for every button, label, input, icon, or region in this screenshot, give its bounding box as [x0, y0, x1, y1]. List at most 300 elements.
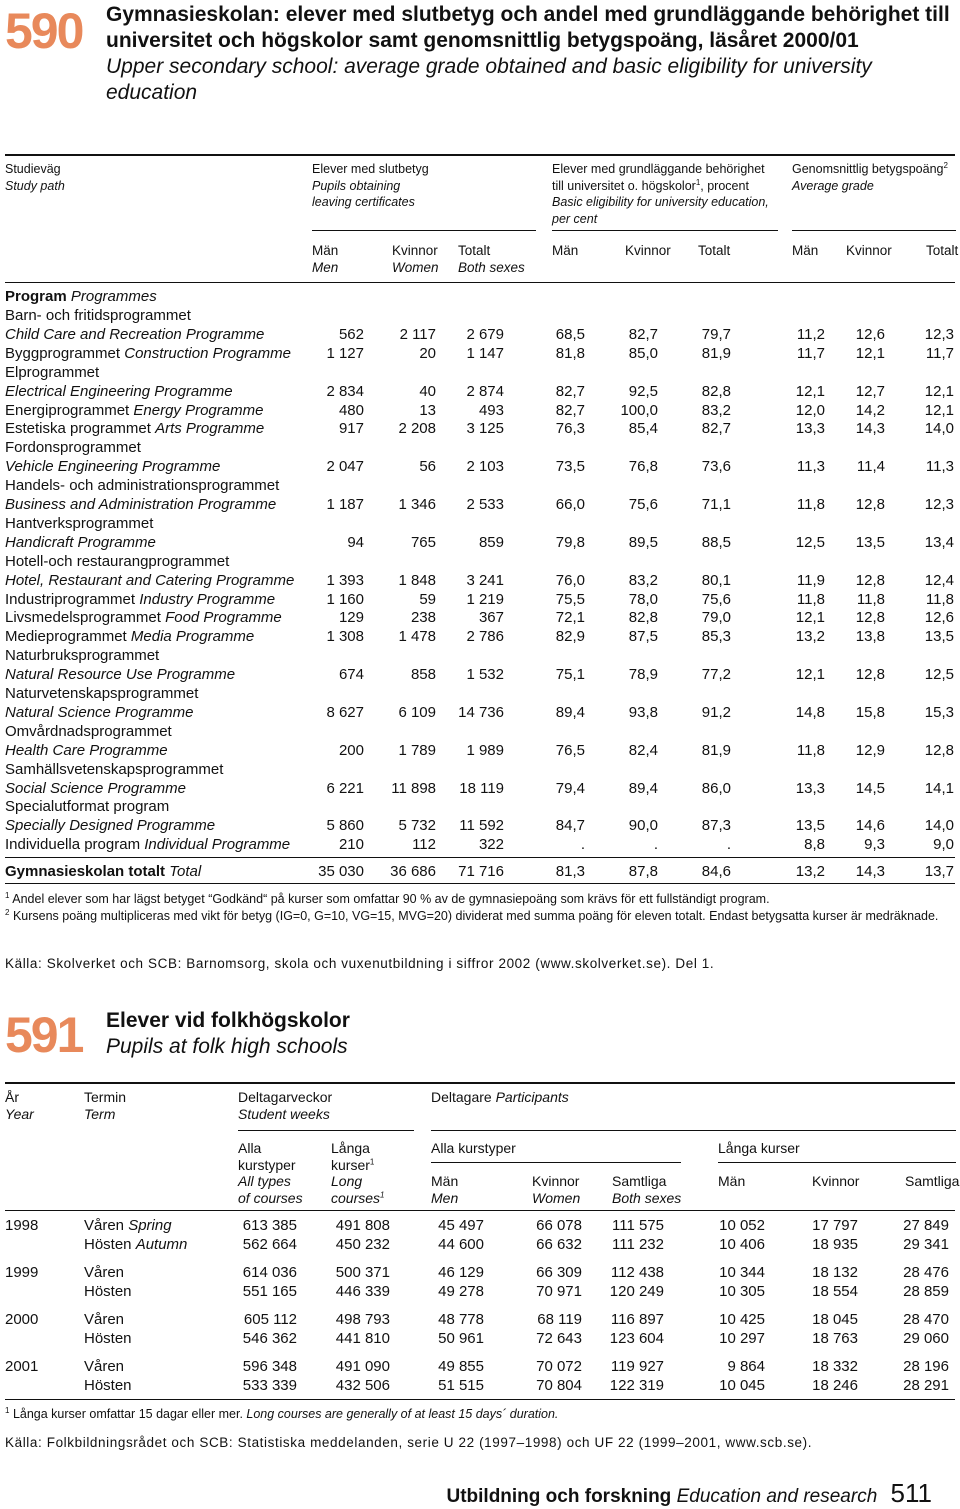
table-cell: 14,1 — [924, 779, 954, 797]
table-cell: 13,5 — [855, 533, 885, 551]
table-cell: 59 — [419, 590, 436, 608]
table-cell: 77,2 — [701, 666, 731, 684]
table-cell: 10 406 — [719, 1236, 765, 1253]
table-row — [5, 457, 955, 476]
row-label: Handels- och administrationsprogrammet — [5, 477, 280, 495]
table-cell: 29 341 — [903, 1236, 949, 1253]
table-cell: 446 339 — [335, 1283, 390, 1300]
table-cell: 89,5 — [628, 533, 658, 551]
term-cell: Våren — [84, 1358, 125, 1375]
bottom-rule-590 — [5, 883, 955, 884]
table-cell: 45 497 — [438, 1217, 484, 1234]
col-samtliga-l: Samtliga — [905, 1173, 960, 1189]
table-cell: 70 072 — [536, 1358, 582, 1375]
source-591: Källa: Folkbildningsrådet och SCB: Statistiska meddelanden, serie U 22 (1997–1998) och UF 22 (1999–2001, www.scb.se). — [5, 1435, 813, 1450]
table-cell: 441 810 — [335, 1330, 390, 1347]
table-cell: 10 297 — [719, 1330, 765, 1347]
table-cell: 2 208 — [398, 420, 436, 438]
row-label: Natural Resource Use Programme — [5, 666, 236, 684]
table-cell: 17 797 — [812, 1217, 858, 1234]
table-row — [5, 665, 955, 684]
title-en: Upper secondary school: average grade obtained and basic eligibility for university education — [106, 55, 872, 104]
table-cell: 82,8 — [628, 609, 658, 627]
col-kvinnor-a: Kvinnor Women — [532, 1173, 581, 1206]
table-cell: 91,2 — [701, 703, 731, 721]
table-cell: 13,8 — [855, 628, 885, 646]
table-cell: 858 — [410, 666, 436, 684]
table-row — [5, 684, 955, 703]
dp-rule — [431, 1130, 956, 1131]
row-label: Handicraft Programme — [5, 533, 156, 551]
row-label: Hotell-och restaurangprogrammet — [5, 552, 230, 570]
table-cell: 82,8 — [701, 382, 731, 400]
table-cell: 82,4 — [628, 741, 658, 759]
table-cell: 10 425 — [719, 1311, 765, 1328]
table-cell: 859 — [478, 533, 504, 551]
table-cell: 66 309 — [536, 1264, 582, 1281]
table-cell: 111 232 — [612, 1236, 664, 1253]
table-cell: 56 — [419, 458, 436, 476]
table-cell: 12,3 — [924, 325, 954, 343]
table-row — [5, 760, 955, 779]
table-cell: 11,2 — [796, 325, 825, 343]
term-cell: Hösten Autumn — [84, 1236, 188, 1253]
table-row — [5, 797, 955, 816]
table-cell: 322 — [478, 836, 504, 854]
table-cell: 89,4 — [628, 779, 658, 797]
table-cell: 11,7 — [796, 344, 825, 362]
table-cell: 14,6 — [855, 817, 885, 835]
table-cell: 1 127 — [326, 344, 364, 362]
table-cell: 48 778 — [438, 1311, 484, 1328]
table-row — [5, 722, 955, 741]
table-cell: 533 339 — [242, 1377, 297, 1394]
table-cell: 94 — [347, 533, 364, 551]
table-cell: 87,3 — [701, 817, 731, 835]
table-cell: 123 604 — [609, 1330, 664, 1347]
table-row — [5, 1282, 955, 1301]
table-cell: 367 — [478, 609, 504, 627]
table-cell: 12,1 — [795, 666, 825, 684]
table-cell: 40 — [419, 382, 436, 400]
table-cell: 68,5 — [555, 325, 585, 343]
table-cell: 12,1 — [795, 382, 825, 400]
table-cell: 76,0 — [555, 571, 585, 589]
table-cell: 71,1 — [701, 496, 731, 513]
term-cell: Hösten — [84, 1377, 132, 1394]
table-row — [5, 514, 955, 533]
table-cell: 122 319 — [609, 1377, 664, 1394]
table-cell: 491 808 — [335, 1217, 390, 1234]
table-cell: 13,3 — [795, 420, 825, 438]
col-deltagarveckor: Deltagarveckor Student weeks — [238, 1089, 333, 1122]
table-row — [5, 816, 955, 835]
table-cell: 70 804 — [536, 1377, 582, 1394]
table-cell: 11,8 — [796, 496, 825, 513]
table-cell: . — [726, 836, 731, 854]
table-cell: 2 679 — [466, 325, 504, 343]
table-cell: . — [580, 836, 585, 854]
table-cell: 75,6 — [701, 590, 731, 608]
section-programmes: Program Programmes — [5, 288, 157, 305]
title-sv: Elever vid folkhögskolor — [106, 1009, 350, 1032]
col-group-slutbetyg: Elever med slutbetyg Pupils obtaining leaving certificates — [312, 162, 429, 209]
col-group-behorighet: Elever med grundläggande behörighet till universitet o. högskolor$^1$, procent Basic eligibility for university education, per cent — [552, 162, 769, 226]
table-cell: 10 045 — [719, 1377, 765, 1394]
term-cell: Våren Spring — [84, 1217, 172, 1234]
table-cell: 12,1 — [795, 609, 825, 627]
table-cell: 76,5 — [555, 741, 585, 759]
row-label: Fordonsprogrammet — [5, 439, 141, 457]
table-row — [5, 1376, 955, 1395]
table-cell: 81,9 — [701, 344, 731, 362]
table-cell: 86,0 — [701, 779, 731, 797]
table-cell: 93,8 — [628, 703, 658, 721]
row-label: Medieprogrammet Media Programme — [5, 628, 255, 646]
table-cell: 498 793 — [335, 1311, 390, 1328]
bottom-rule-591 — [5, 1399, 955, 1400]
row-label: Naturvetenskapsprogrammet — [5, 685, 199, 702]
table-cell: 12,6 — [855, 325, 885, 343]
table-cell: 11 592 — [459, 817, 504, 835]
table-cell: 13,5 — [924, 628, 954, 646]
table-cell: 51 515 — [438, 1377, 484, 1394]
table-cell: 14,5 — [855, 779, 885, 797]
table-cell: 2 786 — [466, 628, 504, 646]
table-cell: 79,0 — [701, 609, 731, 627]
table-cell: 2 834 — [326, 382, 364, 400]
table-cell: 562 664 — [242, 1236, 297, 1253]
table-row — [5, 419, 955, 438]
table-cell: 79,4 — [555, 779, 585, 797]
table-cell: 9,3 — [864, 836, 885, 854]
table-cell: 88,5 — [701, 533, 731, 551]
table-cell: 917 — [338, 420, 364, 438]
table-cell: 12,8 — [855, 496, 885, 513]
table-cell: 11,8 — [856, 590, 885, 608]
row-label: Industriprogrammet Industry Programme — [5, 590, 276, 608]
table-row — [5, 571, 955, 590]
row-label: Vehicle Engineering Programme — [5, 458, 221, 476]
table-number-590: 590 — [5, 3, 83, 59]
col-group-langa: Långa kurser — [718, 1140, 800, 1156]
table-cell: 546 362 — [242, 1330, 297, 1347]
table-cell: 85,3 — [701, 628, 731, 646]
table-row — [5, 325, 955, 344]
col-totalt-2: Totalt — [698, 243, 731, 258]
table-row — [5, 703, 955, 722]
table-cell: 66 078 — [536, 1217, 582, 1234]
table-cell: 76,8 — [628, 458, 658, 476]
table-590-title — [106, 2, 956, 106]
table-cell: 605 112 — [243, 1311, 297, 1328]
table-row — [5, 1310, 955, 1329]
table-cell: 11,4 — [856, 458, 885, 476]
table-cell: 18 132 — [812, 1264, 858, 1281]
table-cell: 28 196 — [903, 1358, 949, 1375]
table-cell: 11,8 — [925, 590, 954, 608]
table-cell: 82,7 — [555, 382, 585, 400]
table-row — [5, 779, 955, 798]
table-cell: 11,8 — [796, 741, 825, 759]
table-cell: 6 109 — [398, 703, 436, 721]
table-cell: 1 147 — [466, 344, 504, 362]
table-cell: 1 478 — [398, 628, 436, 646]
col-kvinnor-1: Kvinnor Women — [392, 243, 439, 275]
table-cell: 13,2 — [795, 628, 825, 646]
col-kvinnor-l: Kvinnor — [812, 1173, 860, 1189]
table-cell: 2 533 — [466, 496, 504, 513]
row-label: Naturbruksprogrammet — [5, 647, 160, 665]
table-cell: 12,8 — [924, 741, 954, 759]
table-cell: 73,5 — [555, 458, 585, 476]
table-cell: 3 241 — [466, 571, 504, 589]
table-cell: 14,3 — [855, 420, 885, 438]
col-man-l: Män — [718, 1173, 746, 1189]
table-row — [5, 382, 955, 401]
row-label: Business and Administration Programme — [5, 496, 277, 513]
row-label: Individuella program Individual Programme — [5, 836, 291, 854]
table-cell: 8,8 — [804, 836, 825, 854]
table-cell: 11,7 — [925, 344, 954, 362]
group2-rule — [552, 230, 778, 231]
table-cell: 15,3 — [924, 703, 954, 721]
table-cell: 3 125 — [466, 420, 504, 438]
page-number: 511 — [890, 1478, 932, 1508]
table-cell: 613 385 — [242, 1217, 297, 1234]
col-samtliga-a: Samtliga Both sexes — [612, 1173, 682, 1206]
table-cell: 18 119 — [459, 779, 504, 797]
table-cell: 80,1 — [701, 571, 731, 589]
row-label: Livsmedelsprogrammet Food Programme — [5, 609, 282, 627]
table-cell: 551 165 — [242, 1283, 297, 1300]
table-cell: 90,0 — [628, 817, 658, 835]
table-cell: 18 554 — [812, 1283, 858, 1300]
row-label: Natural Science Programme — [5, 703, 194, 721]
table-cell: 14,2 — [855, 401, 885, 419]
table-cell: 49 278 — [438, 1283, 484, 1300]
table-number-591: 591 — [5, 1007, 83, 1063]
table-cell: 12,9 — [855, 741, 885, 759]
table-cell: 11,8 — [796, 590, 825, 608]
header-rule — [5, 282, 955, 283]
table-cell: 1 346 — [398, 496, 436, 513]
table-cell: 68 119 — [537, 1311, 582, 1328]
table-cell: 72,1 — [555, 609, 585, 627]
table-cell: 12,8 — [855, 666, 885, 684]
col-totalt-1: Totalt Both sexes — [458, 243, 525, 275]
table-cell: 112 — [412, 836, 436, 854]
row-label: Barn- och fritidsprogrammet — [5, 307, 191, 324]
table-cell: 12,1 — [924, 401, 954, 419]
col-alla-kurstyper: Alla kurstyper All types of courses — [238, 1140, 303, 1206]
table-cell: 614 036 — [242, 1264, 297, 1281]
table-cell: 1 989 — [466, 741, 504, 759]
dv-rule — [238, 1130, 414, 1131]
col-man-2: Män — [552, 243, 579, 258]
footer-section-en: Education and research — [676, 1486, 878, 1507]
year-cell: 1999 — [5, 1264, 39, 1281]
table-cell: 83,2 — [628, 571, 658, 589]
table-cell: 1 532 — [466, 666, 504, 684]
col-kvinnor-3: Kvinnor — [846, 243, 892, 258]
table-row — [5, 476, 955, 495]
table-row — [5, 1329, 955, 1348]
table-cell: 78,9 — [628, 666, 658, 684]
table-cell: 14 736 — [458, 703, 504, 721]
table-cell: 1 393 — [326, 571, 364, 589]
table-cell: 18 763 — [812, 1330, 858, 1347]
table-cell: 70 971 — [536, 1283, 582, 1300]
table-cell: 92,5 — [628, 382, 658, 400]
footnote-2: $^2$ Kursens poäng multipliceras med vikt för betyg (IG=0, G=10, VG=15, MVG=20) dividerat med summa poäng för eleven totalt. Endast betygsatta kurser är medräknade. — [5, 907, 939, 923]
term-cell: Våren — [84, 1311, 125, 1328]
header-rule-591 — [5, 1210, 955, 1211]
table-cell: 2 047 — [326, 458, 364, 476]
table-cell: 75,5 — [555, 590, 585, 608]
table-cell: 84,7 — [555, 817, 585, 835]
table-row — [5, 552, 955, 571]
footer-section-sv: Utbildning och forskning — [446, 1486, 672, 1507]
col-man-1: Män Men — [312, 243, 339, 275]
table-row — [5, 1357, 955, 1376]
row-label: Hotel, Restaurant and Catering Programme — [5, 571, 295, 589]
title-sv: Gymnasieskolan: elever med slutbetyg och andel med grundläggande behörighet till universitet och högskolor samt genomsnittlig betygspoäng, läsåret 2000/01 — [106, 3, 950, 52]
footnote-591: $^1$ Långa kurser omfattar 15 dagar eller mer. Long courses are generally of at least 15 days´ duration. — [5, 1405, 559, 1421]
table-cell: 493 — [478, 401, 504, 419]
table-cell: 18 246 — [812, 1377, 858, 1394]
table-cell: 112 438 — [610, 1264, 664, 1281]
table-cell: 75,1 — [555, 666, 585, 684]
table-cell: 72 643 — [536, 1330, 582, 1347]
row-label: Health Care Programme — [5, 741, 168, 759]
col-studievag: Studieväg Study path — [5, 162, 65, 193]
group1-rule — [312, 230, 536, 231]
col-group-alla: Alla kurstyper — [431, 1140, 516, 1156]
table-cell: 66 632 — [536, 1236, 582, 1253]
table-cell: 200 — [338, 741, 364, 759]
term-cell: Våren — [84, 1264, 125, 1281]
table-row — [5, 1235, 955, 1254]
table-cell: 14,8 — [795, 703, 825, 721]
table-cell: 9 864 — [727, 1358, 765, 1375]
table-cell: 11,9 — [796, 571, 825, 589]
table-cell: 11,3 — [925, 458, 954, 476]
table-cell: 15,8 — [855, 703, 885, 721]
table-row — [5, 533, 955, 552]
table-cell: 5 732 — [398, 817, 436, 835]
table-cell: 12,1 — [855, 344, 885, 362]
table-cell: 73,6 — [701, 458, 731, 476]
row-label: Specially Designed Programme — [5, 817, 216, 835]
col-group-betygspoang: Genomsnittlig betygspoäng$^2$ Average grade — [792, 160, 948, 193]
table-cell: 75,6 — [628, 496, 658, 513]
table-cell: 28 476 — [903, 1264, 949, 1281]
table-cell: 82,7 — [701, 420, 731, 438]
year-cell: 2001 — [5, 1358, 39, 1375]
table-cell: 2 874 — [466, 382, 504, 400]
term-cell: Hösten — [84, 1283, 132, 1300]
page-footer — [446, 1478, 932, 1509]
table-cell: 27 849 — [903, 1217, 949, 1234]
table-cell: 8 627 — [326, 703, 364, 721]
table-cell: 2 103 — [466, 458, 504, 476]
col-deltagare: Deltagare Participants — [431, 1089, 569, 1105]
row-label: Electrical Engineering Programme — [5, 382, 233, 400]
title-en: Pupils at folk high schools — [106, 1035, 348, 1058]
top-rule-591 — [5, 1082, 955, 1084]
table-cell: 5 860 — [326, 817, 364, 835]
table-cell: 1 187 — [326, 496, 364, 513]
row-label: Hantverksprogrammet — [5, 514, 154, 532]
table-cell: 82,9 — [555, 628, 585, 646]
table-row — [5, 835, 955, 854]
table-row — [5, 363, 955, 382]
row-label: Byggprogrammet Construction Programme — [5, 344, 291, 362]
total-rule — [5, 857, 955, 858]
table-cell: 596 348 — [242, 1358, 297, 1375]
table-cell: 120 249 — [609, 1283, 664, 1300]
table-cell: 12,0 — [795, 401, 825, 419]
table-cell: 49 855 — [438, 1358, 484, 1375]
table-cell: 480 — [338, 401, 364, 419]
col-man-3: Män — [792, 243, 819, 258]
table-cell: 81,8 — [555, 344, 585, 362]
table-cell: 29 060 — [903, 1330, 949, 1347]
alla-rule — [431, 1162, 681, 1163]
table-row — [5, 590, 955, 609]
table-cell: 10 052 — [719, 1217, 765, 1234]
table-cell: 119 927 — [610, 1358, 664, 1375]
group3-rule — [792, 230, 956, 231]
row-label: Child Care and Recreation Programme — [5, 325, 265, 343]
table-row-total: Gymnasieskolan totalt Total 35 030 36 686 71 716 81,3 87,8 84,6 13,2 14,3 13,7 — [5, 863, 954, 880]
table-cell: 562 — [338, 325, 364, 343]
table-cell: 50 961 — [438, 1330, 484, 1347]
table-cell: 765 — [410, 533, 436, 551]
col-termin: Termin Term — [84, 1089, 127, 1122]
table-cell: 6 221 — [326, 779, 364, 797]
row-label: Social Science Programme — [5, 779, 186, 797]
footnote-1: $^1$ Andel elever som har lägst betyget “Godkänd“ på kurser som omfattar 90 % av de gymnasiepoäng som krävs för ett fullständigt program. — [5, 890, 770, 906]
table-cell: 500 371 — [335, 1264, 390, 1281]
table-cell: 674 — [338, 666, 364, 684]
table-cell: 28 859 — [903, 1283, 949, 1300]
table-row — [5, 1263, 955, 1282]
table-row — [5, 344, 955, 363]
table-row — [5, 608, 955, 627]
table-cell: 81,9 — [701, 741, 731, 759]
table-cell: 12,6 — [924, 609, 954, 627]
table-cell: 20 — [419, 344, 436, 362]
table-cell: 14,0 — [924, 420, 954, 438]
col-man-a: Män Men — [431, 1173, 459, 1206]
table-cell: 87,5 — [628, 628, 658, 646]
table-cell: 129 — [338, 609, 364, 627]
table-cell: 66,0 — [555, 496, 585, 513]
table-cell: 28 470 — [903, 1311, 949, 1328]
table-cell: 210 — [338, 836, 364, 854]
table-cell: 89,4 — [555, 703, 585, 721]
table-cell: 100,0 — [620, 401, 658, 419]
table-cell: 12,4 — [924, 571, 954, 589]
table-cell: 432 506 — [335, 1377, 390, 1394]
table-cell: 12,8 — [855, 609, 885, 627]
table-cell: 12,5 — [795, 533, 825, 551]
table-row — [5, 646, 955, 665]
table-row — [5, 306, 955, 325]
table-row — [5, 495, 955, 514]
